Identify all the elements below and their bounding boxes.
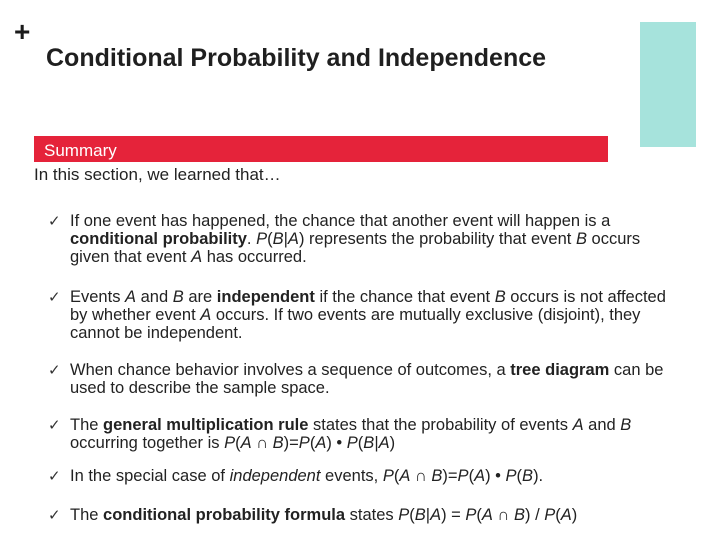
- bullet-item-conditional: [48, 212, 678, 266]
- text-run: can be used to describe the sample space.: [70, 361, 664, 397]
- text-run: events,: [320, 467, 383, 485]
- bullet-text: [70, 506, 678, 524]
- bold-term: general multiplication rule: [103, 416, 309, 434]
- italic-term: A: [125, 288, 137, 306]
- italic-term: A: [315, 434, 327, 452]
- bold-term: independent: [216, 288, 315, 306]
- text-run: )=: [283, 434, 299, 452]
- text-run: states: [345, 506, 399, 524]
- italic-term: A: [378, 434, 390, 452]
- bold-term: conditional probability formula: [103, 506, 346, 524]
- decorative-teal-block: [640, 22, 696, 147]
- bullet-text: [70, 416, 678, 452]
- bullet-text: [70, 361, 678, 397]
- checkmark-icon: ✓: [48, 417, 61, 434]
- italic-term: independent: [229, 467, 321, 485]
- italic-term: A: [474, 467, 486, 485]
- text-run: ): [571, 506, 578, 524]
- text-run: (: [309, 434, 316, 452]
- italic-term: B: [513, 506, 525, 524]
- italic-term: B: [172, 288, 184, 306]
- text-run: ) /: [524, 506, 545, 524]
- text-run: (: [516, 467, 523, 485]
- text-run: (: [555, 506, 561, 524]
- checkmark-icon: ✓: [48, 213, 61, 230]
- bullet-text: [70, 212, 678, 266]
- text-run: are: [183, 288, 217, 306]
- text-run: ) •: [485, 467, 506, 485]
- plus-icon: +: [14, 16, 31, 47]
- bullet-item-independent: [48, 288, 678, 342]
- text-run: occurs. If two events are mutually exclusive (disjoint), they cannot be independent.: [70, 306, 641, 342]
- text-run: has occurred.: [202, 248, 307, 266]
- italic-term: A: [399, 467, 411, 485]
- text-run: ): [389, 434, 396, 452]
- text-run: (: [357, 434, 364, 452]
- text-run: |: [283, 230, 288, 248]
- italic-term: A: [191, 248, 203, 266]
- text-run: The: [70, 506, 104, 524]
- text-run: (: [235, 434, 241, 452]
- bullet-item-conditional-formula: [48, 506, 678, 524]
- text-run: ) represents the probability that event: [298, 230, 576, 248]
- italic-term: A: [481, 506, 493, 524]
- italic-term: B: [431, 467, 443, 485]
- text-run: occurring together is: [70, 434, 225, 452]
- text-run: ∩: [492, 506, 514, 524]
- italic-term: B: [363, 434, 375, 452]
- italic-term: P: [298, 434, 310, 452]
- italic-term: P: [398, 506, 410, 524]
- italic-term: A: [200, 306, 212, 324]
- text-run: and: [583, 416, 621, 434]
- italic-term: B: [575, 230, 587, 248]
- italic-term: A: [240, 434, 252, 452]
- italic-term: B: [414, 506, 426, 524]
- text-run: states that the probability of events: [308, 416, 573, 434]
- text-run: ).: [533, 467, 544, 485]
- text-run: (: [468, 467, 475, 485]
- checkmark-icon: ✓: [48, 507, 61, 524]
- italic-term: B: [522, 467, 534, 485]
- bullet-item-multiplication-rule: [48, 416, 678, 452]
- bold-term: tree diagram: [510, 361, 610, 379]
- text-run: ∩: [251, 434, 273, 452]
- italic-term: B: [620, 416, 632, 434]
- italic-term: P: [544, 506, 556, 524]
- text-run: .: [246, 230, 257, 248]
- checkmark-icon: ✓: [48, 362, 61, 379]
- text-run: if the chance that event: [314, 288, 495, 306]
- text-run: ) =: [441, 506, 466, 524]
- intro-text: In this section, we learned that…: [34, 165, 281, 184]
- italic-term: A: [287, 230, 299, 248]
- text-run: The: [70, 416, 104, 434]
- text-run: |: [425, 506, 431, 524]
- slide-title: Conditional Probability and Independence: [46, 44, 547, 72]
- italic-term: B: [494, 288, 506, 306]
- italic-term: P: [382, 467, 394, 485]
- summary-label: Summary: [44, 141, 117, 160]
- bullet-item-independent-case: [48, 467, 678, 485]
- text-run: If one event has happened, the chance that another event will happen is a: [70, 212, 611, 230]
- bullet-text: [70, 288, 678, 342]
- bullet-text: [70, 467, 678, 485]
- italic-term: P: [224, 434, 236, 452]
- text-run: (: [393, 467, 400, 485]
- text-run: In the special case of: [70, 467, 230, 485]
- text-run: ) •: [326, 434, 347, 452]
- checkmark-icon: ✓: [48, 289, 61, 306]
- text-run: |: [374, 434, 379, 452]
- text-run: Events: [70, 288, 126, 306]
- text-run: )=: [442, 467, 458, 485]
- italic-term: B: [272, 434, 284, 452]
- text-run: (: [476, 506, 482, 524]
- italic-term: P: [465, 506, 477, 524]
- italic-term: A: [560, 506, 572, 524]
- text-run: (: [267, 230, 273, 248]
- italic-term: A: [572, 416, 584, 434]
- checkmark-icon: ✓: [48, 468, 61, 485]
- bold-term: conditional probability: [70, 230, 247, 248]
- text-run: When chance behavior involves a sequence of outcomes, a: [70, 361, 511, 379]
- italic-term: P: [256, 230, 268, 248]
- italic-term: P: [346, 434, 358, 452]
- text-run: (: [409, 506, 415, 524]
- bullet-item-tree-diagram: [48, 361, 678, 397]
- italic-term: P: [457, 467, 469, 485]
- italic-term: P: [505, 467, 517, 485]
- text-run: occurs is not affected by whether event: [70, 288, 666, 324]
- text-run: occurs given that event: [70, 230, 641, 266]
- text-run: and: [136, 288, 173, 306]
- italic-term: A: [430, 506, 442, 524]
- italic-term: B: [272, 230, 284, 248]
- summary-banner: [34, 136, 608, 162]
- text-run: ∩: [410, 467, 432, 485]
